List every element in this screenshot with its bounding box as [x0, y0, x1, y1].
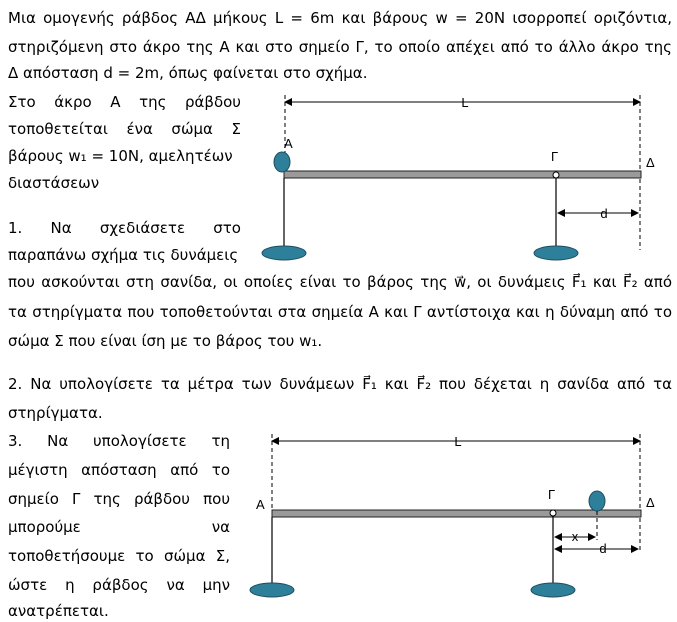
fig1-body-sigma	[274, 152, 290, 172]
fig2-label-G: Γ	[548, 487, 556, 502]
fig1-label-D: Δ	[646, 155, 655, 170]
figure-1	[262, 95, 655, 260]
fig2-beam	[272, 510, 641, 517]
q3-line-6: ώστε η ράβδος να μην	[8, 576, 230, 594]
q3-line-2: μέγιστη απόσταση από το	[8, 461, 230, 479]
q1-line-1: 1. Να σχεδιάσετε στο	[8, 219, 241, 237]
q2-line-1: 2. Να υπολογίσετε τα μέτρα των δυνάμεων F⃗₁ και F⃗₂ που δέχεται η σανίδα από τα	[8, 375, 672, 393]
fig2-label-A: Α	[256, 497, 265, 512]
q2-line-2: στηρίγματα.	[8, 404, 103, 422]
fig2-label-L: L	[454, 434, 462, 449]
fig1-support-G-base	[534, 246, 578, 260]
q3-line-4: μπορούμε να	[8, 518, 230, 536]
intro-line-1: Μια ομογενής ράβδος ΑΔ μήκους L = 6m και βάρους w = 20N ισορροπεί οριζόντια,	[8, 9, 672, 27]
fig1-point-G	[553, 172, 559, 178]
intro-line-2: στηριζόμενη στο άκρο της Α και στο σημείο Γ, το οποίο απέχει από το άλλο άκρο της	[8, 38, 672, 56]
fig1-label-G: Γ	[551, 149, 559, 164]
q3-line-1: 3. Να υπολογίσετε τη	[8, 432, 230, 450]
fig2-support-A-base	[250, 583, 294, 597]
fig2-label-d: d	[599, 541, 607, 556]
fig1-beam	[284, 171, 641, 178]
fig1-label-d: d	[600, 206, 608, 221]
fig1-support-A-base	[262, 246, 306, 260]
fig2-body-sigma	[589, 491, 605, 511]
q3-line-5: τοποθετήσουμε το σώμα Σ,	[8, 547, 230, 565]
body-line-4: διαστάσεων	[8, 174, 100, 192]
q1-line-4: τα στηρίγματα που τοποθετούνται στα σημεία Α και Γ αντίστοιχα και η δύναμη από το	[8, 303, 672, 321]
intro-line-3: Δ απόσταση d = 2m, όπως φαίνεται στο σχήμα.	[8, 64, 368, 82]
q1-line-3: που ασκούνται στη σανίδα, οι οποίες είναι το βάρος της w⃗, οι δυνάμεις F⃗₁ και F⃗₂ από	[8, 273, 672, 291]
fig2-support-G-base	[531, 583, 575, 597]
fig2-label-D: Δ	[646, 495, 655, 510]
figure-2	[250, 434, 655, 597]
fig1-label-L: L	[461, 95, 469, 110]
body-line-3: βάρους w₁ = 10N, αμελητέων	[8, 147, 233, 165]
body-line-1: Στο άκρο Α της ράβδου	[8, 93, 241, 111]
fig2-point-G	[550, 510, 556, 516]
q3-line-7: ανατρέπεται.	[8, 602, 109, 620]
fig2-label-x: x	[571, 529, 579, 544]
fig1-label-A: Α	[284, 136, 293, 151]
q1-line-2: παραπάνω σχήμα τις δυνάμεις	[8, 246, 239, 264]
body-line-2: τοποθετείται ένα σώμα Σ	[8, 120, 241, 138]
q1-line-5: σώμα Σ που είναι ίση με το βάρος του w₁.	[8, 332, 323, 350]
q3-line-3: σημείο Γ της ράβδου που	[8, 490, 230, 508]
